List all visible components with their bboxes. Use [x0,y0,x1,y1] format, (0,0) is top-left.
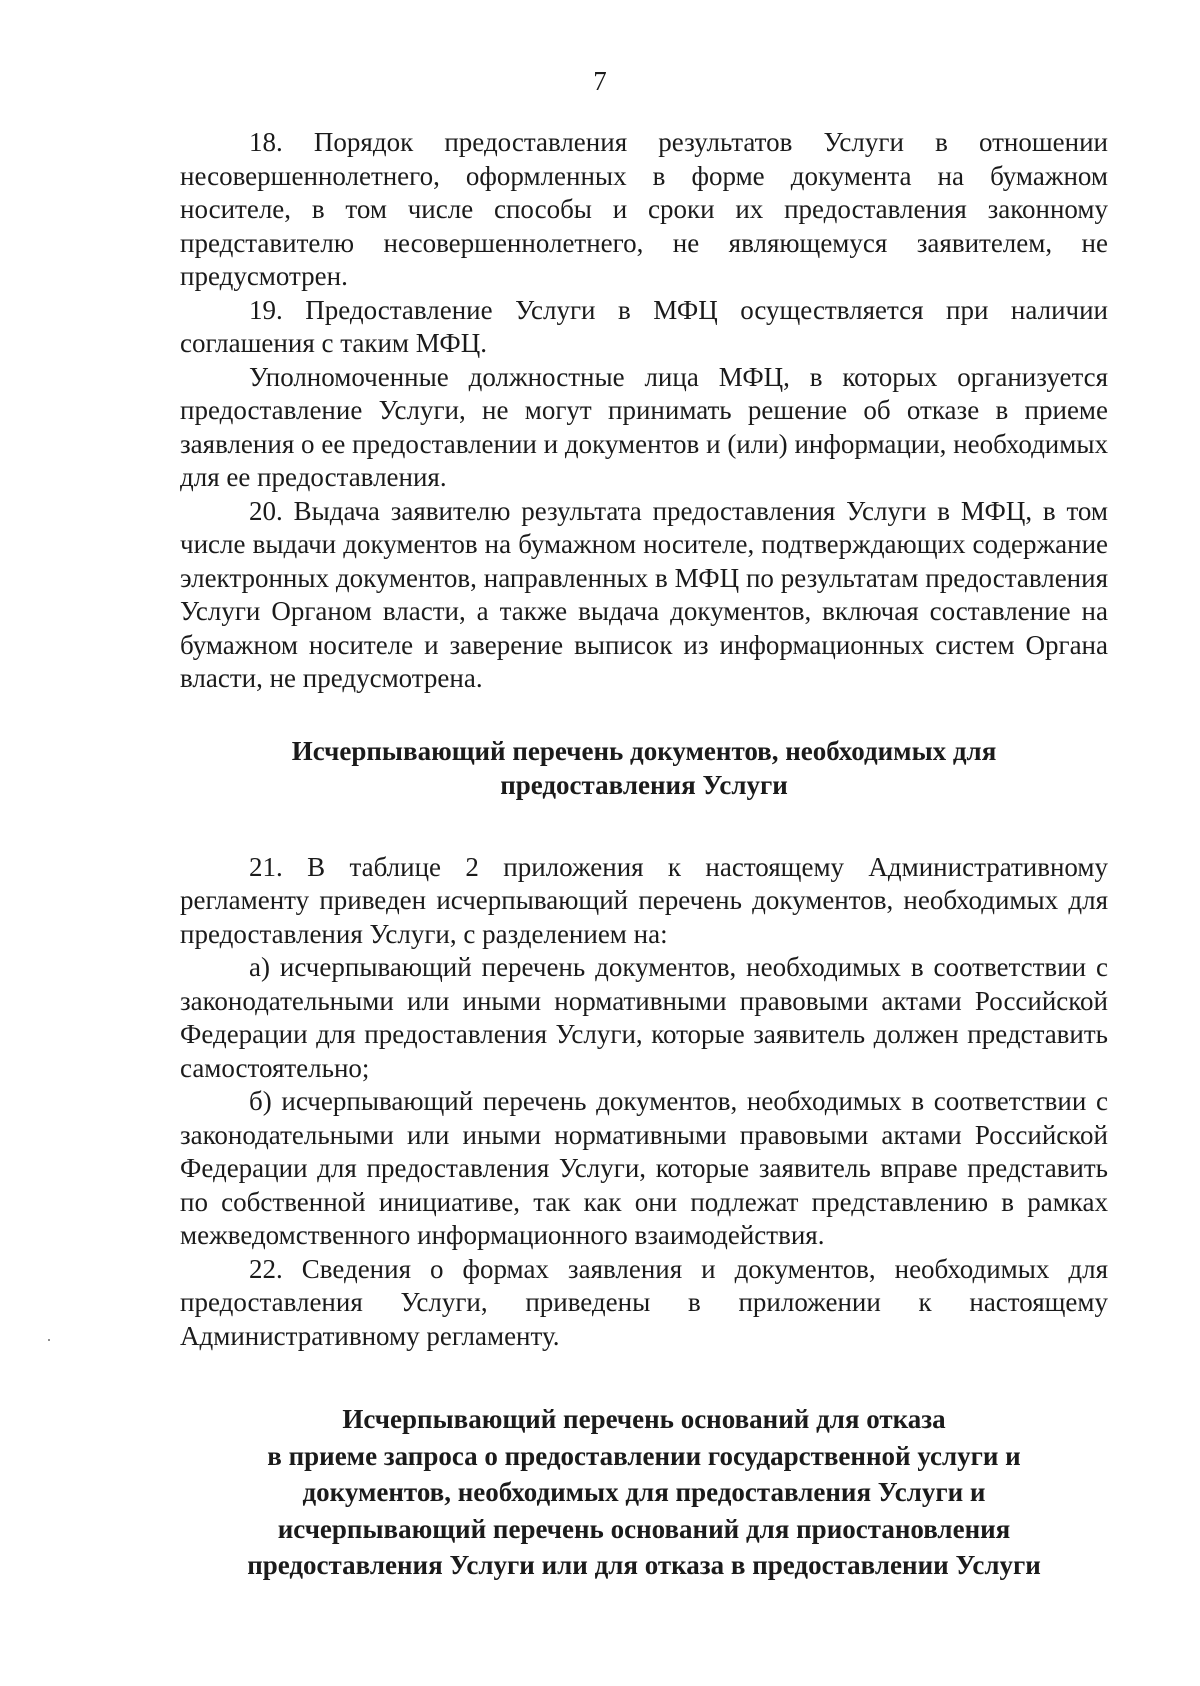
heading-line: предоставления Услуги или для отказа в предоставлении Услуги [247,1550,1041,1580]
paragraph-21: 21. В таблице 2 приложения к настоящему Административному регламенту приведен исчерпывающий перечень документов, необходимых для предоставления Услуги, с разделением на: [180,851,1108,949]
section-heading-refusal-grounds [180,1401,1108,1584]
paragraph-mfc-officials: Уполномоченные должностные лица МФЦ, в которых организуется предоставление Услуги, не могут принимать решение об отказе в приеме заявления о ее предоставлении и документов и (или) информации, необходимых для ее предоставления. [180,361,1108,492]
paragraph-20: 20. Выдача заявителю результата предоставления Услуги в МФЦ, в том числе выдачи документов на бумажном носителе, подтверждающих содержание электронных документов, направленных в МФЦ по результатам предоставления Услуги Органом власти, а также выдача документов, включая составление на бумажном носителе и заверение выписок из информационных систем Органа власти, не предусмотрена. [180,495,1108,693]
heading-line: Исчерпывающий перечень оснований для отказа [342,1404,946,1434]
paragraph-21-item-a: а) исчерпывающий перечень документов, необходимых в соответствии с законодательными или иными нормативными правовыми актами Российской Федерации для предоставления Услуги, которые заявитель должен представить самостоятельно; [180,952,1108,1083]
page-number: 7 [593,66,607,96]
heading-line: документов, необходимых для предоставления Услуги и [302,1477,986,1507]
heading-line: в приеме запроса о предоставлении государственной услуги и [267,1440,1021,1471]
heading-line: Исчерпывающий перечень документов, необходимых для [291,735,997,766]
paragraph-18: 18. Порядок предоставления результатов Услуги в отношении несовершеннолетнего, оформленных в форме документа на бумажном носителе, в том числе способы и сроки их предоставления законному представителю несовершеннолетнего, не являющемуся заявителем, не предусмотрен. [180,127,1108,291]
paragraph-22: 22. Сведения о формах заявления и документов, необходимых для предоставления Услуги, приведены в приложении к настоящему Административному регламенту. [180,1253,1108,1351]
paragraph-19: 19. Предоставление Услуги в МФЦ осуществляется при наличии соглашения с таким МФЦ. [180,294,1108,358]
paragraph-21-item-b: б) исчерпывающий перечень документов, необходимых в соответствии с законодательными или иными нормативными правовыми актами Российской Федерации для предоставления Услуги, которые заявитель вправе представить по собственной инициативе, так как они подлежат представлению в рамках межведомственного информационного взаимодействия. [180,1086,1108,1250]
heading-line: исчерпывающий перечень оснований для приостановления [277,1513,1011,1544]
section-heading-documents [180,734,1108,802]
heading-line: предоставления Услуги [500,769,788,800]
document-body [180,126,1108,1584]
scan-artifact [48,1339,50,1341]
